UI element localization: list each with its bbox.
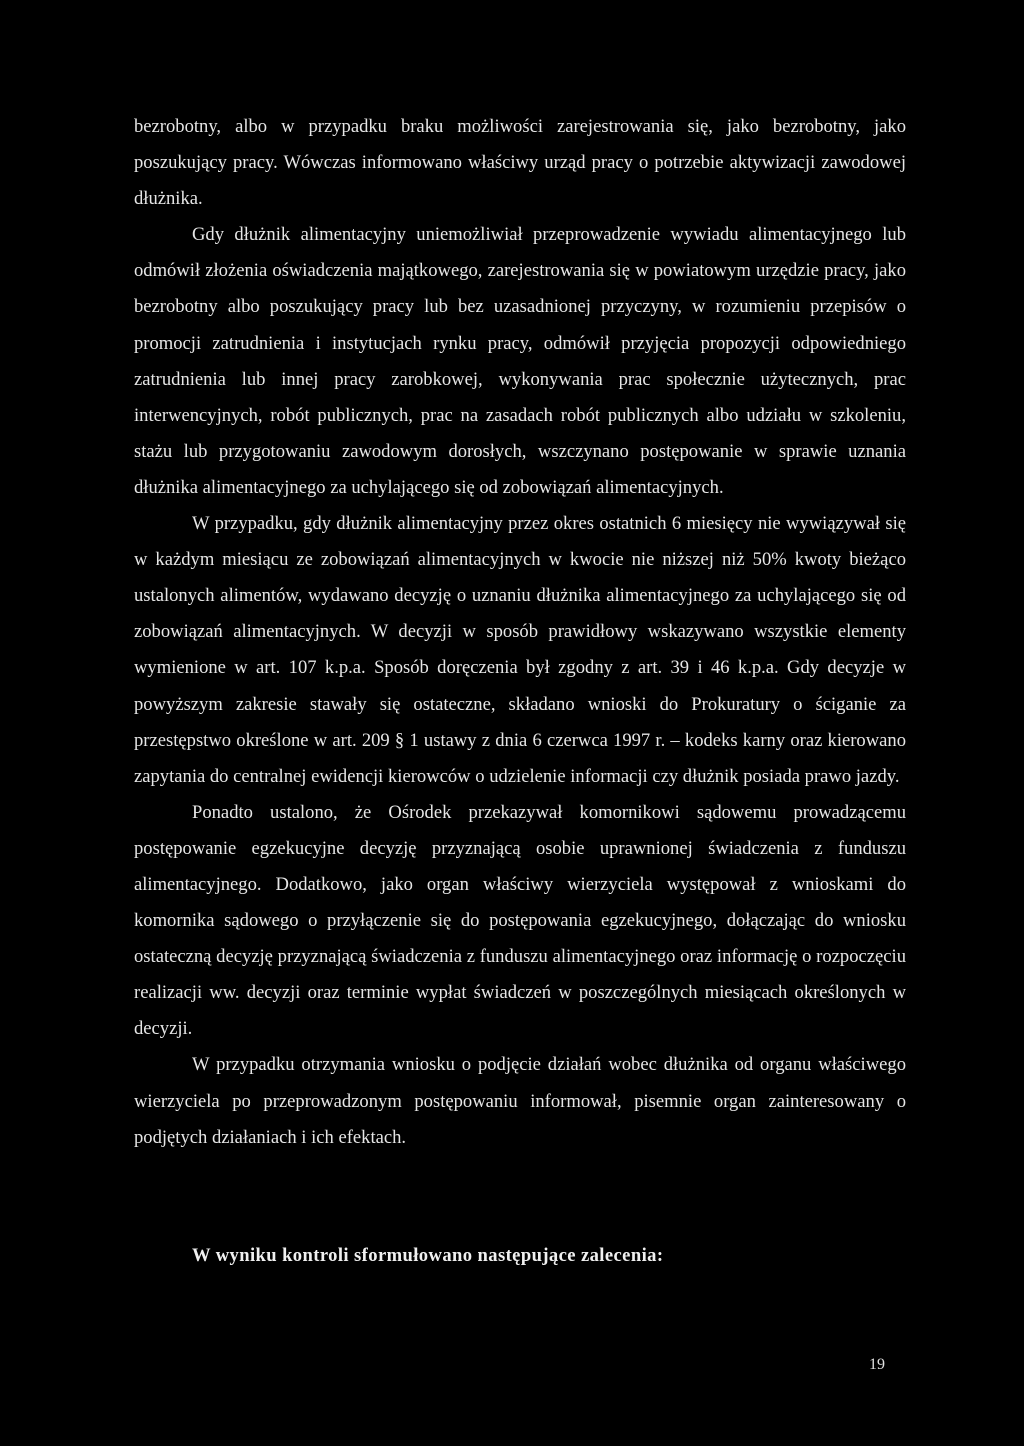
paragraph: Ponadto ustalono, że Ośrodek przekazywał komornikowi sądowemu prowadzącemu postępowanie egzekucyjne decyzję przyznającą osobie uprawnionej świadczenia z funduszu alimentacyjnego. Dodatkowo, jako organ właściwy wierzyciela występował z wnioskami do komornika sądowego o przyłączenie się do postępowania egzekucyjnego, dołączając do wniosku ostateczną decyzję przyznającą świadczenia z funduszu alimentacyjnego oraz informację o rozpoczęciu realizacji ww. decyzji oraz terminie wypłat świadczeń w poszczególnych miesiącach określonych w decyzji.	[134, 801, 906, 1040]
paragraph: W przypadku, gdy dłużnik alimentacyjny przez okres ostatnich 6 miesięcy nie wywiązywał się w każdym miesiącu ze zobowiązań alimentacyjnych w kwocie nie niższej niż 50% kwoty bieżąco ustalonych alimentów, wydawano decyzję o uznaniu dłużnika alimentacyjnego za uchylającego się od zobowiązań alimentacyjnych. W decyzji w sposób prawidłowy wskazywano wszystkie elementy wymienione w art. 107 k.p.a. Sposób doręczenia był zgodny z art. 39 i 46 k.p.a. Gdy decyzje w powyższym zakresie stawały się ostateczne, składano wnioski do Prokuratury o ściganie za przestępstwo określone w art. 209 § 1 ustawy z dnia 6 czerwca 1997 r. – kodeks karny oraz kierowano zapytania do centralnej ewidencji kierowców o udzielenie informacji czy dłużnik posiada prawo jazdy.	[134, 513, 906, 787]
body-text	[134, 109, 906, 1156]
recommendations-heading: W wyniku kontroli sformułowano następujące zalecenia:	[192, 1245, 664, 1266]
paragraph: bezrobotny, albo w przypadku braku możliwości zarejestrowania się, jako bezrobotny, jako poszukujący pracy. Wówczas informowano właściwy urząd pracy o potrzebie aktywizacji zawodowej dłużnika.	[134, 116, 906, 210]
paragraph: Gdy dłużnik alimentacyjny uniemożliwiał przeprowadzenie wywiadu alimentacyjnego lub odmówił złożenia oświadczenia majątkowego, zarejestrowania się w powiatowym urzędzie pracy, jako bezrobotny albo poszukujący pracy lub bez uzasadnionej przyczyny, w rozumieniu przepisów o promocji zatrudnienia i instytucjach rynku pracy, odmówił przyjęcia propozycji odpowiedniego zatrudnienia lub innej pracy zarobkowej, wykonywania prac społecznie użytecznych, prac interwencyjnych, robót publicznych, prac na zasadach robót publicznych albo udziału w szkoleniu, stażu lub przygotowaniu zawodowym dorosłych, wszczynano postępowanie w sprawie uznania dłużnika alimentacyjnego za uchylającego się od zobowiązań alimentacyjnych.	[134, 224, 906, 498]
paragraph: W przypadku otrzymania wniosku o podjęcie działań wobec dłużnika od organu właściwego wierzyciela po przeprowadzonym postępowaniu informował, pisemnie organ zainteresowany o podjętych działaniach i ich efektach.	[134, 1054, 906, 1148]
page-number: 19	[869, 1356, 885, 1373]
